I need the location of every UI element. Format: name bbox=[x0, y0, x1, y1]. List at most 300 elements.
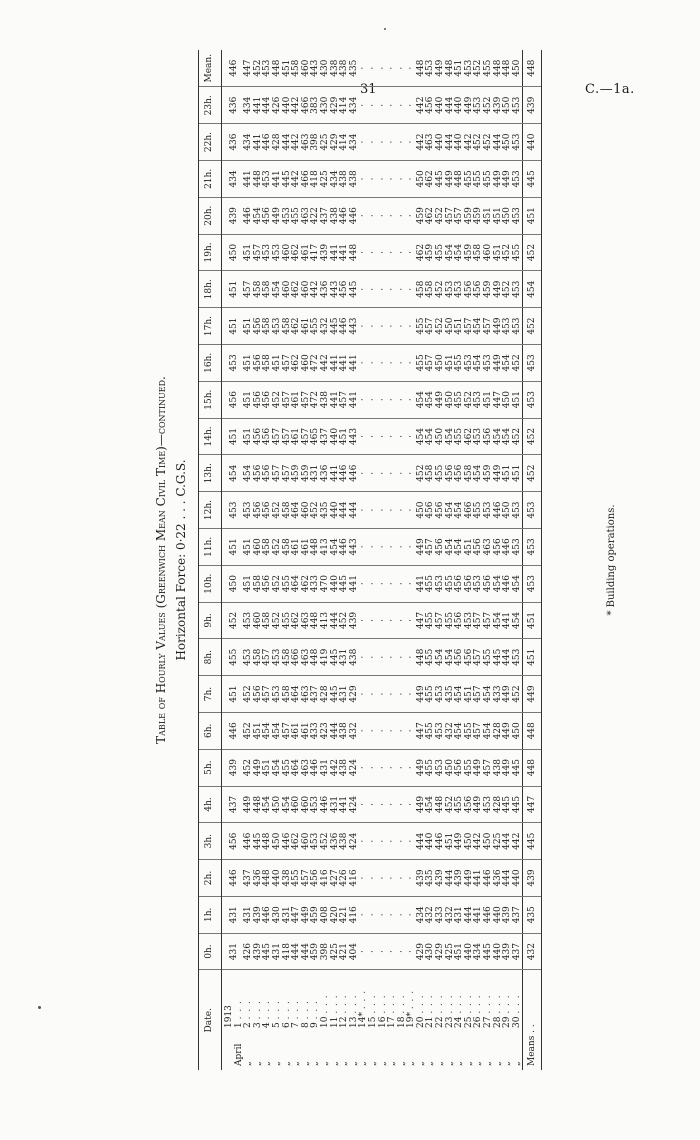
value-cell: 452 bbox=[484, 87, 494, 124]
value-cell: · bbox=[359, 344, 369, 381]
value-cell: 456 bbox=[340, 271, 350, 308]
value-cell: 459 bbox=[292, 455, 302, 492]
value-cell: 457 bbox=[484, 308, 494, 345]
value-cell: 417 bbox=[311, 234, 321, 271]
mean-value-cell: 452 bbox=[523, 455, 542, 492]
value-cell: 456 bbox=[222, 823, 245, 860]
value-cell: 441 bbox=[474, 860, 484, 897]
leader-dots: . . . bbox=[435, 994, 446, 1014]
month-label: „ bbox=[511, 1061, 522, 1066]
value-cell: 452 bbox=[340, 602, 350, 639]
value-cell: 454 bbox=[263, 712, 273, 749]
value-cell: 459 bbox=[465, 234, 475, 271]
value-cell: · bbox=[369, 528, 379, 565]
value-cell: 436 bbox=[254, 860, 264, 897]
value-cell: 448 bbox=[455, 160, 465, 197]
value-cell: 470 bbox=[321, 565, 331, 602]
value-cell: 450 bbox=[503, 124, 513, 161]
hour-column-header: 14h. bbox=[199, 418, 222, 455]
value-cell: · bbox=[388, 271, 398, 308]
value-cell: 437 bbox=[244, 860, 254, 897]
value-cell: 414 bbox=[340, 124, 350, 161]
value-cell: 446 bbox=[244, 197, 254, 234]
value-cell: · bbox=[369, 933, 379, 970]
value-cell: 463 bbox=[302, 676, 312, 713]
value-cell: 457 bbox=[455, 197, 465, 234]
value-cell: · bbox=[379, 896, 389, 933]
value-cell: 451 bbox=[222, 528, 245, 565]
value-cell: · bbox=[359, 271, 369, 308]
value-cell: 450 bbox=[446, 749, 456, 786]
value-cell: · bbox=[407, 712, 417, 749]
value-cell: 457 bbox=[254, 234, 264, 271]
value-cell: 460 bbox=[254, 602, 264, 639]
value-cell: 455 bbox=[465, 749, 475, 786]
value-cell: 431 bbox=[283, 896, 293, 933]
value-cell: 451 bbox=[455, 50, 465, 87]
value-cell: 441 bbox=[331, 234, 341, 271]
value-cell: 451 bbox=[283, 50, 293, 87]
value-cell: 431 bbox=[222, 896, 245, 933]
value-cell: 398 bbox=[311, 124, 321, 161]
value-cell: · bbox=[379, 50, 389, 87]
value-cell: 441 bbox=[474, 896, 484, 933]
mean-value-cell: 453 bbox=[523, 381, 542, 418]
value-cell: 458 bbox=[474, 234, 484, 271]
value-cell: 444 bbox=[340, 492, 350, 529]
value-cell: 454 bbox=[417, 381, 427, 418]
value-cell: 453 bbox=[513, 271, 523, 308]
value-cell: 439 bbox=[494, 87, 504, 124]
value-cell: 440 bbox=[436, 124, 446, 161]
value-cell: 436 bbox=[494, 860, 504, 897]
value-cell: 451 bbox=[465, 676, 475, 713]
value-cell: 445 bbox=[513, 786, 523, 823]
value-cell: 442 bbox=[292, 87, 302, 124]
value-cell: · bbox=[379, 528, 389, 565]
hour-column-header: 6h. bbox=[199, 712, 222, 749]
value-cell: 453 bbox=[426, 50, 436, 87]
value-cell: 452 bbox=[513, 676, 523, 713]
value-cell: 450 bbox=[222, 234, 245, 271]
value-cell: 453 bbox=[503, 308, 513, 345]
value-cell: 451 bbox=[494, 197, 504, 234]
table-title: Table of Hourly Values (Greenwich Mean Civil Time)—continued. bbox=[154, 376, 168, 744]
value-cell: 416 bbox=[350, 896, 360, 933]
value-cell: 460 bbox=[302, 492, 312, 529]
value-cell: 446 bbox=[503, 565, 513, 602]
value-cell: 440 bbox=[465, 933, 475, 970]
value-cell: · bbox=[407, 308, 417, 345]
value-cell: 458 bbox=[254, 271, 264, 308]
value-cell: · bbox=[369, 455, 379, 492]
leader-dots: . . . bbox=[483, 994, 494, 1014]
hour-column-header: 7h. bbox=[199, 676, 222, 713]
value-cell: 454 bbox=[426, 381, 436, 418]
value-cell: 452 bbox=[503, 271, 513, 308]
value-cell: 456 bbox=[465, 639, 475, 676]
value-cell: 444 bbox=[331, 712, 341, 749]
value-cell: 466 bbox=[292, 639, 302, 676]
value-cell: 444 bbox=[302, 933, 312, 970]
value-cell: · bbox=[407, 271, 417, 308]
value-cell: 431 bbox=[273, 933, 283, 970]
value-cell: 433 bbox=[436, 896, 446, 933]
value-cell: 430 bbox=[273, 896, 283, 933]
means-label: Means . . bbox=[523, 970, 542, 1070]
value-cell: 454 bbox=[331, 528, 341, 565]
value-cell: · bbox=[379, 160, 389, 197]
hour-column-header: 11h. bbox=[199, 528, 222, 565]
value-cell: · bbox=[359, 896, 369, 933]
hour-column-header: 1h. bbox=[199, 896, 222, 933]
value-cell: 451 bbox=[244, 381, 254, 418]
value-cell: 453 bbox=[474, 418, 484, 455]
value-cell: 448 bbox=[417, 639, 427, 676]
value-cell: 453 bbox=[455, 271, 465, 308]
value-cell: · bbox=[379, 271, 389, 308]
value-cell: 454 bbox=[455, 676, 465, 713]
value-cell: 444 bbox=[292, 933, 302, 970]
value-cell: 446 bbox=[311, 749, 321, 786]
value-cell: · bbox=[359, 602, 369, 639]
value-cell: 457 bbox=[484, 602, 494, 639]
value-cell: 457 bbox=[474, 639, 484, 676]
value-cell: 462 bbox=[292, 271, 302, 308]
value-cell: 437 bbox=[513, 896, 523, 933]
value-cell: 452 bbox=[273, 602, 283, 639]
month-label: „ bbox=[435, 1061, 446, 1066]
value-cell: 449 bbox=[465, 87, 475, 124]
value-cell: · bbox=[359, 528, 369, 565]
value-cell: 451 bbox=[244, 308, 254, 345]
value-cell: · bbox=[369, 308, 379, 345]
leader-dots: . . . bbox=[425, 994, 436, 1014]
value-cell: 462 bbox=[292, 602, 302, 639]
value-cell: · bbox=[407, 639, 417, 676]
value-cell: 447 bbox=[292, 896, 302, 933]
value-cell: 455 bbox=[292, 197, 302, 234]
value-cell: 454 bbox=[513, 602, 523, 639]
value-cell: 441 bbox=[417, 565, 427, 602]
value-cell: · bbox=[369, 344, 379, 381]
value-cell: 462 bbox=[417, 234, 427, 271]
value-cell: 463 bbox=[302, 602, 312, 639]
value-cell: 446 bbox=[222, 50, 245, 87]
day-label: 11 bbox=[329, 1013, 340, 1028]
value-cell: 449 bbox=[494, 160, 504, 197]
value-cell: · bbox=[388, 896, 398, 933]
value-cell: 456 bbox=[426, 492, 436, 529]
value-cell: 452 bbox=[436, 308, 446, 345]
value-cell: 451 bbox=[340, 418, 350, 455]
value-cell: 460 bbox=[302, 344, 312, 381]
leader-dots: . . . bbox=[300, 1000, 311, 1020]
value-cell: 452 bbox=[474, 124, 484, 161]
value-cell: · bbox=[398, 418, 408, 455]
value-cell: 439 bbox=[222, 197, 245, 234]
value-cell: · bbox=[407, 933, 417, 970]
leader-dots: . . . bbox=[387, 994, 398, 1014]
value-cell: 455 bbox=[474, 160, 484, 197]
value-cell: 431 bbox=[455, 896, 465, 933]
value-cell: 452 bbox=[244, 749, 254, 786]
value-cell: · bbox=[369, 712, 379, 749]
value-cell: 404 bbox=[350, 933, 360, 970]
value-cell: · bbox=[398, 565, 408, 602]
value-cell: 452 bbox=[436, 271, 446, 308]
value-cell: 458 bbox=[426, 455, 436, 492]
value-cell: 439 bbox=[455, 860, 465, 897]
value-cell: 456 bbox=[465, 565, 475, 602]
value-cell: 451 bbox=[244, 234, 254, 271]
value-cell: 450 bbox=[436, 344, 446, 381]
date-cell bbox=[222, 970, 245, 1070]
value-cell: 439 bbox=[436, 860, 446, 897]
day-label: 22 bbox=[435, 1013, 446, 1028]
value-cell: 440 bbox=[283, 87, 293, 124]
value-cell: 457 bbox=[273, 455, 283, 492]
leader-dots: . . . bbox=[319, 994, 330, 1014]
leader-dots: . . . bbox=[444, 994, 455, 1014]
value-cell: 458 bbox=[283, 676, 293, 713]
value-cell: 437 bbox=[311, 676, 321, 713]
hour-column-header: 23h. bbox=[199, 87, 222, 124]
value-cell: 454 bbox=[283, 786, 293, 823]
value-cell: 456 bbox=[311, 860, 321, 897]
value-cell: · bbox=[369, 418, 379, 455]
month-label: „ bbox=[444, 1061, 455, 1066]
value-cell: 454 bbox=[244, 455, 254, 492]
value-cell: 460 bbox=[254, 528, 264, 565]
value-cell: 461 bbox=[302, 308, 312, 345]
value-cell: 439 bbox=[417, 860, 427, 897]
value-cell: 452 bbox=[244, 712, 254, 749]
value-cell: 449 bbox=[417, 528, 427, 565]
hour-column-header: 13h. bbox=[199, 455, 222, 492]
value-cell: · bbox=[398, 87, 408, 124]
value-cell: 438 bbox=[340, 50, 350, 87]
value-cell: 449 bbox=[302, 896, 312, 933]
value-cell: 460 bbox=[302, 271, 312, 308]
leader-dots: . . . bbox=[262, 1000, 273, 1020]
value-cell: 413 bbox=[321, 528, 331, 565]
leader-dots: . . . bbox=[511, 994, 522, 1014]
value-cell: 433 bbox=[311, 712, 321, 749]
value-cell: 414 bbox=[340, 87, 350, 124]
value-cell: 442 bbox=[474, 823, 484, 860]
value-cell: 455 bbox=[446, 565, 456, 602]
value-cell: 444 bbox=[350, 492, 360, 529]
value-cell: 461 bbox=[292, 381, 302, 418]
value-cell: · bbox=[388, 565, 398, 602]
value-cell: 428 bbox=[494, 786, 504, 823]
value-cell: 457 bbox=[474, 676, 484, 713]
month-label: „ bbox=[252, 1061, 263, 1066]
value-cell: · bbox=[388, 418, 398, 455]
value-cell: · bbox=[359, 160, 369, 197]
value-cell: 455 bbox=[484, 160, 494, 197]
table-row bbox=[388, 50, 398, 1070]
value-cell: 428 bbox=[494, 712, 504, 749]
value-cell: 457 bbox=[302, 381, 312, 418]
hourly-values-table bbox=[198, 50, 542, 1070]
value-cell: 449 bbox=[474, 786, 484, 823]
mean-value-cell: 453 bbox=[523, 344, 542, 381]
value-cell: 435 bbox=[446, 676, 456, 713]
value-cell: 450 bbox=[417, 160, 427, 197]
value-cell: 452 bbox=[273, 528, 283, 565]
value-cell: · bbox=[398, 676, 408, 713]
value-cell: 446 bbox=[283, 823, 293, 860]
value-cell: 457 bbox=[474, 712, 484, 749]
value-cell: 458 bbox=[465, 455, 475, 492]
value-cell: 451 bbox=[263, 749, 273, 786]
value-cell: · bbox=[388, 197, 398, 234]
value-cell: 456 bbox=[455, 565, 465, 602]
value-cell: 450 bbox=[503, 492, 513, 529]
value-cell: 443 bbox=[350, 528, 360, 565]
value-cell: · bbox=[388, 160, 398, 197]
value-cell: 453 bbox=[513, 160, 523, 197]
value-cell: 453 bbox=[436, 676, 446, 713]
value-cell: 455 bbox=[292, 860, 302, 897]
value-cell: 437 bbox=[321, 418, 331, 455]
value-cell: 434 bbox=[350, 87, 360, 124]
value-cell: 428 bbox=[321, 676, 331, 713]
value-cell: 455 bbox=[484, 50, 494, 87]
day-label: 1 bbox=[233, 1019, 244, 1028]
value-cell: 444 bbox=[283, 124, 293, 161]
mean-value-cell: 440 bbox=[523, 124, 542, 161]
value-cell: · bbox=[398, 639, 408, 676]
value-cell: 454 bbox=[494, 565, 504, 602]
value-cell: 461 bbox=[302, 712, 312, 749]
value-cell: · bbox=[407, 860, 417, 897]
value-cell: 448 bbox=[350, 234, 360, 271]
value-cell: 451 bbox=[244, 528, 254, 565]
value-cell: 445 bbox=[254, 823, 264, 860]
value-cell: 449 bbox=[417, 786, 427, 823]
value-cell: 462 bbox=[292, 344, 302, 381]
value-cell: 452 bbox=[503, 234, 513, 271]
value-cell: · bbox=[359, 381, 369, 418]
value-cell: 441 bbox=[273, 160, 283, 197]
value-cell: 432 bbox=[426, 896, 436, 933]
value-cell: 452 bbox=[244, 676, 254, 713]
value-cell: 441 bbox=[254, 87, 264, 124]
value-cell: 453 bbox=[436, 749, 446, 786]
value-cell: 426 bbox=[340, 860, 350, 897]
value-cell: 455 bbox=[426, 676, 436, 713]
value-cell: 420 bbox=[331, 896, 341, 933]
day-label: 18 bbox=[396, 1013, 407, 1028]
value-cell: 452 bbox=[311, 492, 321, 529]
month-label: „ bbox=[387, 1061, 398, 1066]
mean-value-cell: 448 bbox=[523, 749, 542, 786]
value-cell: 432 bbox=[446, 896, 456, 933]
value-cell: 441 bbox=[331, 344, 341, 381]
day-label: 30 bbox=[511, 1013, 522, 1028]
value-cell: 458 bbox=[283, 492, 293, 529]
value-cell: 463 bbox=[302, 124, 312, 161]
value-cell: 453 bbox=[244, 639, 254, 676]
value-cell: 449 bbox=[494, 344, 504, 381]
value-cell: 437 bbox=[513, 933, 523, 970]
value-cell: 446 bbox=[484, 896, 494, 933]
value-cell: · bbox=[379, 381, 389, 418]
value-cell: 452 bbox=[222, 602, 245, 639]
value-cell: 453 bbox=[436, 712, 446, 749]
value-cell: 439 bbox=[350, 602, 360, 639]
value-cell: 448 bbox=[494, 50, 504, 87]
leader-dots: . . . bbox=[310, 1000, 321, 1020]
value-cell: 453 bbox=[273, 639, 283, 676]
value-cell: 454 bbox=[446, 418, 456, 455]
month-label: „ bbox=[377, 1061, 388, 1066]
value-cell: 449 bbox=[436, 381, 446, 418]
month-label: „ bbox=[396, 1061, 407, 1066]
value-cell: · bbox=[388, 124, 398, 161]
hour-column-header: 21h. bbox=[199, 160, 222, 197]
mean-value-cell: 435 bbox=[523, 896, 542, 933]
means-row bbox=[523, 50, 542, 1070]
value-cell: 449 bbox=[436, 50, 446, 87]
value-cell: 454 bbox=[494, 602, 504, 639]
value-cell: 446 bbox=[321, 786, 331, 823]
value-cell: 442 bbox=[292, 160, 302, 197]
margin-speck bbox=[384, 28, 386, 30]
value-cell: 442 bbox=[321, 344, 331, 381]
day-label: 29 bbox=[502, 1013, 513, 1028]
value-cell: 459 bbox=[417, 197, 427, 234]
value-cell: 440 bbox=[273, 860, 283, 897]
value-cell: 454 bbox=[455, 492, 465, 529]
value-cell: 445 bbox=[340, 565, 350, 602]
value-cell: 454 bbox=[474, 344, 484, 381]
value-cell: 431 bbox=[311, 455, 321, 492]
value-cell: 453 bbox=[474, 381, 484, 418]
mean-value-cell: 452 bbox=[523, 308, 542, 345]
value-cell: 439 bbox=[254, 933, 264, 970]
value-cell: 456 bbox=[263, 492, 273, 529]
value-cell: · bbox=[388, 381, 398, 418]
value-cell: 456 bbox=[254, 381, 264, 418]
value-cell: 454 bbox=[474, 455, 484, 492]
value-cell: 454 bbox=[484, 712, 494, 749]
hour-column-header: 18h. bbox=[199, 271, 222, 308]
value-cell: · bbox=[398, 455, 408, 492]
value-cell: 435 bbox=[426, 860, 436, 897]
value-cell: 450 bbox=[503, 381, 513, 418]
value-cell: 449 bbox=[455, 823, 465, 860]
value-cell: 452 bbox=[417, 455, 427, 492]
mean-value-cell: 452 bbox=[523, 234, 542, 271]
value-cell: 445 bbox=[503, 786, 513, 823]
value-cell: 455 bbox=[222, 639, 245, 676]
value-cell: 463 bbox=[302, 749, 312, 786]
value-cell: · bbox=[359, 823, 369, 860]
value-cell: 458 bbox=[417, 271, 427, 308]
value-cell: 456 bbox=[254, 308, 264, 345]
value-cell: · bbox=[407, 492, 417, 529]
value-cell: 455 bbox=[436, 234, 446, 271]
month-label: „ bbox=[358, 1061, 369, 1066]
mean-value-cell: 448 bbox=[523, 50, 542, 87]
value-cell: 459 bbox=[426, 234, 436, 271]
value-cell: 454 bbox=[426, 418, 436, 455]
month-label: „ bbox=[319, 1061, 330, 1066]
